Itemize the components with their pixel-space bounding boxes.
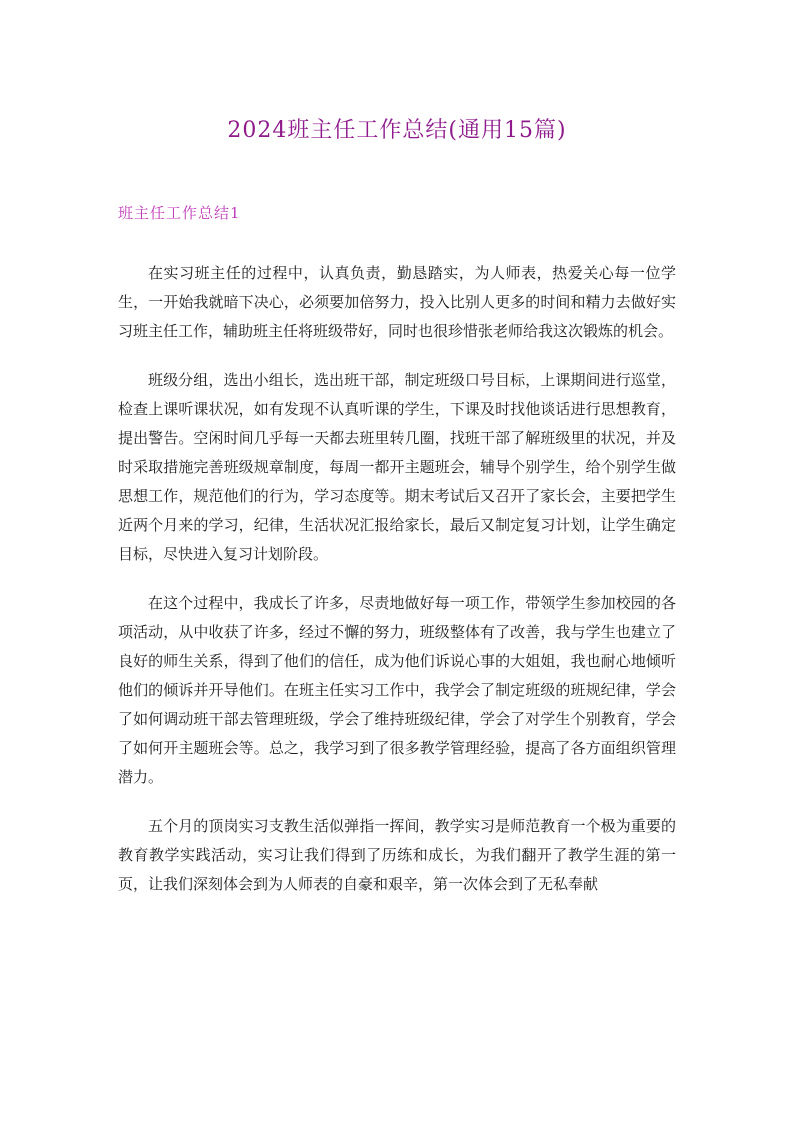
section-heading: 班主任工作总结1 (118, 204, 241, 222)
paragraph-4: 五个月的顶岗实习支教生活似弹指一挥间，教学实习是师范教育一个极为重要的教育教学实践活动，实习让我们得到了历练和成长，为我们翻开了教学生涯的第一页，让我们深刻体会到为人师表的自豪和艰辛，第一次体会到了无私奉献 (118, 817, 676, 893)
paragraph-2: 班级分组，选出小组长，选出班干部，制定班级口号目标，上课期间进行巡堂，检查上课听课状况，如有发现不认真听课的学生，下课及时找他谈话进行思想教育，提出警告。空闲时间几乎每一天都去班里转几圈，找班干部了解班级里的状况，并及时采取措施完善班级规章制度，每周一都开主题班会，辅导个别学生，给个别学生做思想工作，规范他们的行为，学习态度等。期末考试后又召开了家长会，主要把学生近两个月来的学习，纪律，生活状况汇报给家长，最后又制定复习计划，让学生确定目标，尽快进入复习计划阶段。 (118, 371, 676, 563)
document-title: 2024班主任工作总结(通用15篇) (227, 118, 567, 143)
body-text (118, 259, 676, 919)
paragraph-3: 在这个过程中，我成长了许多，尽责地做好每一项工作，带领学生参加校园的各项活动，从中收获了许多，经过不懈的努力，班级整体有了改善，我与学生也建立了良好的师生关系，得到了他们的信任，成为他们诉说心事的大姐姐，我也耐心地倾听他们的倾诉并开导他们。在班主任实习工作中，我学会了制定班级的班规纪律，学会了如何调动班干部去管理班级，学会了维持班级纪律，学会了对学生个别教育，学会了如何开主题班会等。总之，我学习到了很多教学管理经验，提高了各方面组织管理潜力。 (118, 594, 676, 786)
paragraph-1: 在实习班主任的过程中，认真负责，勤恳踏实，为人师表，热爱关心每一位学生，一开始我就暗下决心，必须要加倍努力，投入比别人更多的时间和精力去做好实习班主任工作，辅助班主任将班级带好，同时也很珍惜张老师给我这次锻炼的机会。 (118, 264, 676, 340)
